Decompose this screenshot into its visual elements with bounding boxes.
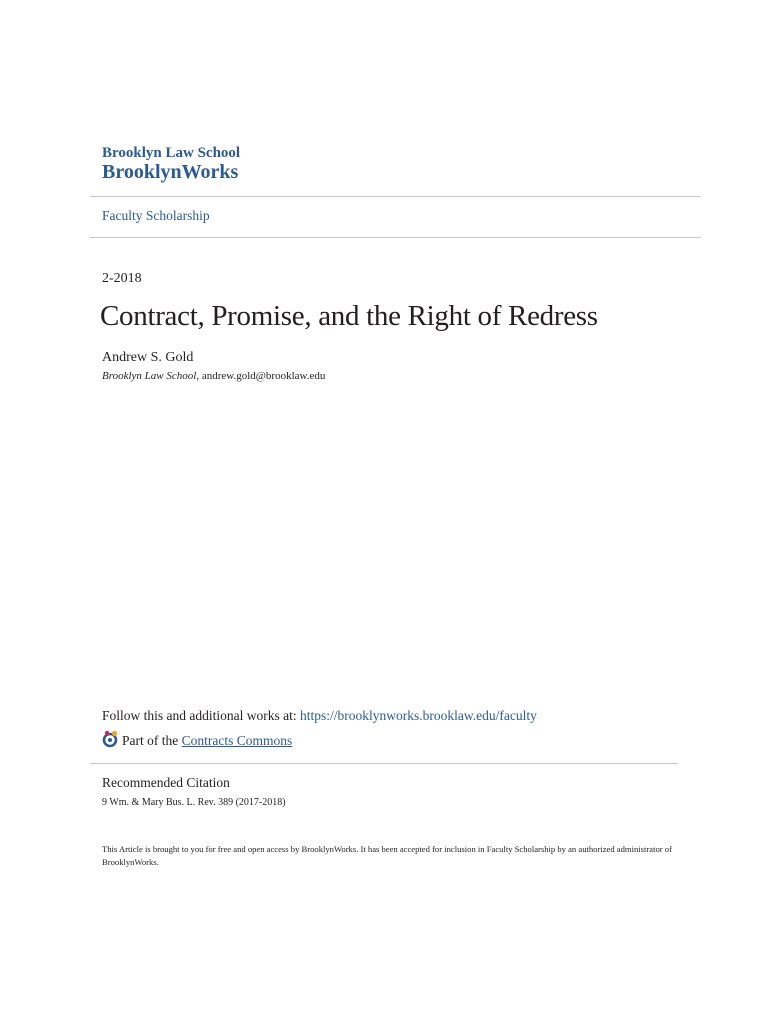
follow-label: Follow this and additional works at: — [102, 708, 300, 723]
publication-date: 2-2018 — [102, 271, 142, 286]
institution-name: Brooklyn Law School — [102, 145, 241, 161]
author-affiliation — [102, 369, 325, 383]
header-divider-bottom — [90, 237, 701, 238]
footer-divider — [90, 763, 678, 764]
author-name: Andrew S. Gold — [102, 350, 194, 365]
affiliation-name: Brooklyn Law School — [102, 370, 197, 382]
series-link[interactable]: Faculty Scholarship — [102, 208, 210, 223]
part-of-line — [102, 730, 292, 751]
follow-url-link[interactable]: https://brooklynworks.brooklaw.edu/faculty — [300, 708, 537, 723]
contracts-commons-link[interactable]: Contracts Commons — [181, 733, 293, 748]
access-notice: This Article is brought to you for free and open access by BrooklynWorks. It has been accepted for inclusion in Faculty Scholarship by an authorized administrator of BrooklynWorks. — [102, 844, 672, 867]
author-email[interactable]: , andrew.gold@brooklaw.edu — [196, 370, 326, 382]
network-icon — [102, 730, 120, 748]
article-title: Contract, Promise, and the Right of Redress — [100, 300, 598, 332]
part-of-label: Part of the — [122, 733, 182, 748]
citation-value: 9 Wm. & Mary Bus. L. Rev. 389 (2017-2018) — [102, 797, 286, 808]
citation-label: Recommended Citation — [102, 775, 230, 790]
header-divider-top — [90, 196, 701, 197]
follow-line — [102, 707, 537, 725]
repository-name[interactable]: BrooklynWorks — [102, 161, 239, 183]
